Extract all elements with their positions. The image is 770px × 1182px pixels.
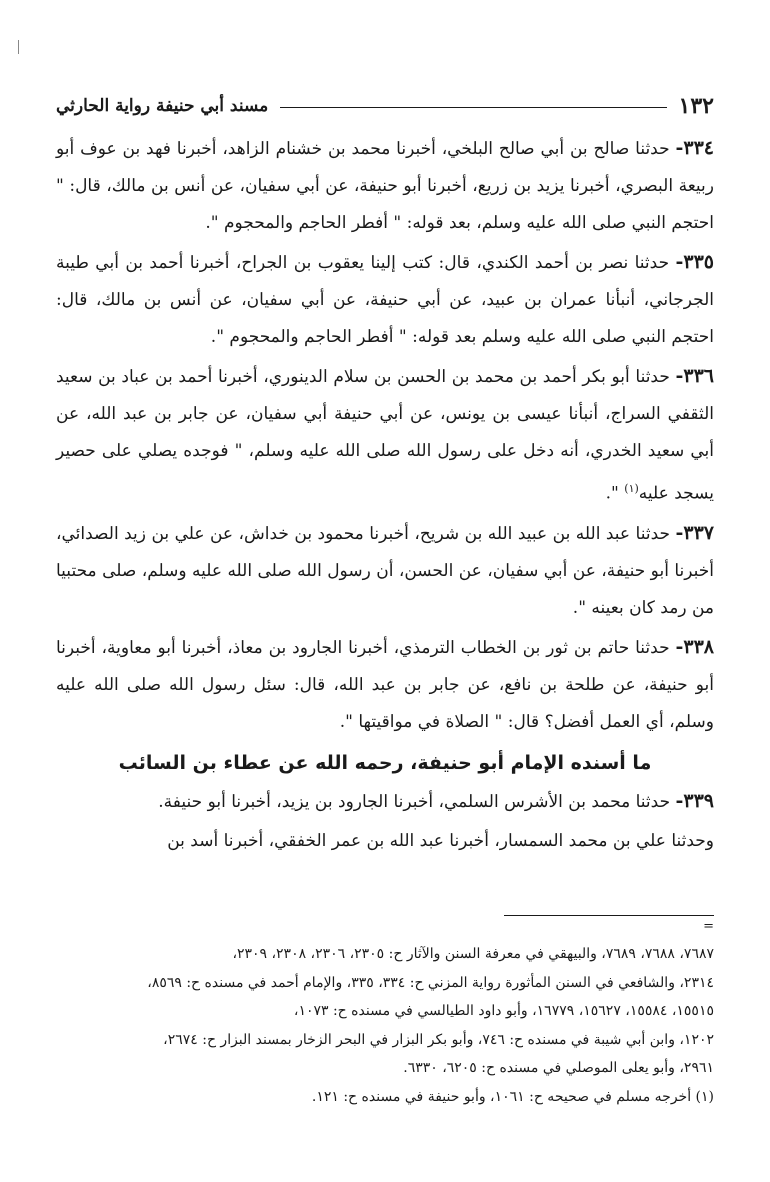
footnote-continuation-mark: =	[703, 919, 714, 934]
entry-text: حدثنا صالح بن أبي صالح البلخي، أخبرنا محمد بن خشنام الزاهد، أخبرنا فهد بن عوف أبو ربيعة البصري، أخبرنا يزيد بن زريع، أخبرنا أبو حنيفة، عن أبي سفيان، عن أنس بن مالك، قال: " احتجم النبي صلى الله عليه وسلم، بعد قوله: " أفطر الحاجم والمحجوم ".	[56, 139, 714, 233]
page-header	[56, 86, 714, 126]
entry-number: ٣٣٥-	[675, 251, 714, 273]
entry-number: ٣٣٨-	[675, 635, 714, 658]
page-body	[56, 86, 714, 862]
entry-text: حدثنا أبو بكر أحمد بن محمد بن الحسن بن سلام الدينوري، أخبرنا أحمد بن عباد بن سعيد الثقفي السراج، أنبأنا عيسى بن يونس، عن أبي حنيفة أبي سفيان، عن جابر بن عبد الله، عن أبي سعيد الخدري، أنه دخل على رسول الله صلى الله عليه وسلم، " فوجده يصلي على حصير يسجد عليه	[56, 367, 714, 504]
page-number: ١٣٢	[678, 93, 714, 119]
entry-number: ٣٣٩-	[675, 789, 714, 812]
entry-text: حدثنا عبد الله بن عبيد الله بن شريح، أخبرنا محمود بن خداش، عن علي بن زيد الصدائي، أخبرنا أبو حنيفة، عن أبي سفيان، عن الحسن، أن رسول الله صلى الله عليه وسلم، صلى محتبيا من رمد كان بعينه ".	[56, 523, 714, 618]
hadith-entry-334	[56, 130, 714, 242]
footnote-line: ١٢٠٢، وابن أبي شيبة في مسنده ح: ٧٤٦، وأبو بكر البزار في البحر الزخار بمسند البزار ح: ٢٦٧٤،	[163, 1031, 714, 1048]
hadith-entry-339	[56, 783, 714, 821]
hadith-entry-336	[56, 358, 714, 513]
footnote-line: ٧٦٨٧، ٧٦٨٨، ٧٦٨٩، والبيهقي في معرفة السنن والآثار ح: ٢٣٠٥، ٢٣٠٦، ٢٣٠٨، ٢٣٠٩،	[232, 946, 714, 962]
footnote-rule	[504, 915, 714, 916]
hadith-entry-337	[56, 515, 714, 627]
chapter-heading: ما أسنده الإمام أبو حنيفة، رحمه الله عن عطاء بن السائب	[118, 751, 652, 774]
footnote-line: ١٥٥١٥، ١٥٥٨٤، ١٥٦٢٧، ١٦٧٧٩، وأبو داود الطيالسي في مسنده ح: ١٠٧٣،	[293, 1003, 714, 1019]
entry-text: حدثنا محمد بن الأشرس السلمي، أخبرنا الجارود بن يزيد، أخبرنا أبو حنيفة.	[158, 791, 676, 812]
footnotes	[56, 915, 714, 1111]
entry-text: حدثنا نصر بن أحمد الكندي، قال: كتب إلينا يعقوب بن الجراح، أخبرنا أحمد بن أبي طيبة الجرجاني، أنبأنا عمران بن عبيد، عن أبي حنيفة، عن أبي سفيان، عن أنس بن مالك، قال: احتجم النبي صلى الله عليه وسلم بعد قوله: " أفطر الحاجم والمحجوم ".	[56, 253, 714, 347]
entry-text: حدثنا حاتم بن ثور بن الخطاب الترمذي، أخبرنا الجارود بن معاذ، أخبرنا أبو معاوية، أخبرنا أبو حنيفة، عن طلحة بن نافع، عن جابر بن عبد الله، قال: سئل رسول الله صلى الله عليه وسلم، أي العمل أفضل؟ قال: " الصلاة في مواقيتها ".	[56, 637, 714, 732]
hadith-entry-335	[56, 244, 714, 356]
entry-number: ٣٣٧-	[675, 521, 714, 544]
header-rule	[280, 107, 666, 108]
footnote-1: (١) أخرجه مسلم في صحيحه ح: ١٠٦١، وأبو حنيفة في مسنده ح: ١٢١.	[311, 1088, 714, 1105]
footnote-line: ٢٣١٤، والشافعي في السنن المأثورة رواية المزني ح: ٣٣٤، ٣٣٥، والإمام أحمد في مسنده ح: ٨٥٦٩،	[147, 974, 714, 991]
running-title: مسند أبي حنيفة رواية الحارثي	[56, 96, 269, 116]
entry-number: ٣٣٦-	[675, 365, 714, 387]
footnote-mark[interactable]: (١)	[624, 482, 639, 495]
hadith-entry-338	[56, 629, 714, 741]
margin-mark	[18, 40, 19, 54]
entry-text-tail: ".	[605, 483, 625, 504]
entry-continuation: وحدثنا علي بن محمد السمسار، أخبرنا عبد الله بن عمر الخفقي، أخبرنا أسد بن	[167, 830, 714, 851]
footnote-line: ٢٩٦١، وأبو يعلى الموصلي في مسنده ح: ٦٢٠٥، ٦٣٣٠.	[403, 1060, 714, 1076]
entry-number: ٣٣٤-	[675, 137, 714, 159]
